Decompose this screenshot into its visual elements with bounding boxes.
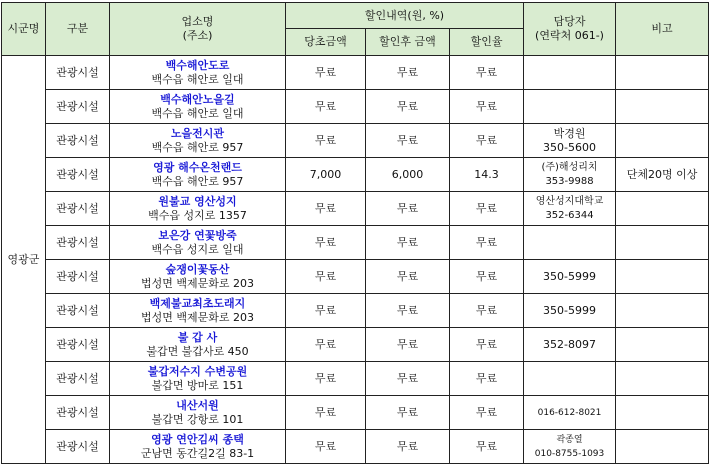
discounted-price-cell: 무료 — [366, 396, 450, 430]
note-cell — [616, 362, 709, 396]
contact-cell — [524, 158, 616, 192]
discount-rate-cell: 무료 — [450, 260, 524, 294]
contact-cell — [524, 124, 616, 158]
header-contact — [524, 3, 616, 56]
business-cell — [110, 90, 286, 124]
original-price-cell: 무료 — [286, 56, 366, 90]
business-name: 보은강 연꽃방죽 — [158, 228, 237, 242]
contact-cell — [524, 362, 616, 396]
contact-cell — [524, 294, 616, 328]
table-row — [2, 158, 709, 192]
original-price-cell: 무료 — [286, 328, 366, 362]
category-cell: 관광시설 — [46, 362, 110, 396]
discounted-price-cell: 6,000 — [366, 158, 450, 192]
note-cell — [616, 124, 709, 158]
discounted-price-cell: 무료 — [366, 260, 450, 294]
business-cell — [110, 260, 286, 294]
original-price-cell: 무료 — [286, 294, 366, 328]
table-row — [2, 192, 709, 226]
business-address: 법성면 백제문화로 203 — [141, 310, 254, 324]
header-business-label: 업소명 — [181, 15, 214, 28]
business-name: 노을전시관 — [170, 126, 225, 140]
table-row — [2, 430, 709, 464]
discounted-price-cell: 무료 — [366, 362, 450, 396]
header-contact-title: 담당자 — [553, 15, 586, 28]
contact-cell — [524, 396, 616, 430]
business-cell — [110, 192, 286, 226]
contact-cell — [524, 90, 616, 124]
table-row — [2, 362, 709, 396]
contact-cell — [524, 56, 616, 90]
original-price-cell: 무료 — [286, 90, 366, 124]
discount-rate-cell: 무료 — [450, 328, 524, 362]
original-price-cell: 무료 — [286, 226, 366, 260]
business-cell — [110, 124, 286, 158]
business-cell — [110, 362, 286, 396]
discount-rate-cell: 무료 — [450, 56, 524, 90]
table-row — [2, 396, 709, 430]
business-address: 백수읍 해안로 957 — [151, 140, 244, 154]
contact-phone: 353-9988 — [545, 175, 594, 187]
discounted-price-cell: 무료 — [366, 90, 450, 124]
discount-rate-cell: 무료 — [450, 90, 524, 124]
original-price-cell: 7,000 — [286, 158, 366, 192]
contact-phone: 352-6344 — [545, 209, 594, 221]
business-name: 원불교 영산성지 — [158, 194, 237, 208]
category-cell: 관광시설 — [46, 192, 110, 226]
business-name: 불갑저수지 수변공원 — [147, 364, 248, 378]
category-cell: 관광시설 — [46, 328, 110, 362]
original-price-cell: 무료 — [286, 396, 366, 430]
category-cell: 관광시설 — [46, 158, 110, 192]
note-cell — [616, 192, 709, 226]
table-row — [2, 226, 709, 260]
contact-phone: 350-5999 — [543, 303, 596, 317]
original-price-cell: 무료 — [286, 192, 366, 226]
table-row — [2, 328, 709, 362]
table-row — [2, 56, 709, 90]
note-cell — [616, 294, 709, 328]
discount-rate-cell: 무료 — [450, 226, 524, 260]
discounted-price-cell: 무료 — [366, 192, 450, 226]
note-cell: 단체20명 이상 — [616, 158, 709, 192]
business-name: 백제불교최초도래지 — [149, 296, 246, 310]
discounted-price-cell: 무료 — [366, 294, 450, 328]
category-cell: 관광시설 — [46, 260, 110, 294]
business-name: 백수해안노을길 — [160, 92, 235, 106]
business-address: 법성면 백제문화로 203 — [141, 276, 254, 290]
contact-phone: 016-612-8021 — [537, 407, 602, 418]
note-cell — [616, 328, 709, 362]
original-price-cell: 무료 — [286, 430, 366, 464]
business-address: 불갑면 불갑사로 450 — [146, 344, 249, 358]
contact-cell — [524, 328, 616, 362]
table-row — [2, 90, 709, 124]
discounted-price-cell: 무료 — [366, 226, 450, 260]
header-address-label: (주소) — [182, 29, 213, 42]
category-cell: 관광시설 — [46, 56, 110, 90]
business-cell — [110, 158, 286, 192]
table-body — [2, 56, 709, 464]
original-price-cell: 무료 — [286, 124, 366, 158]
business-address: 백수읍 성지로 1357 — [148, 208, 247, 222]
header-discount-rate: 할인율 — [450, 29, 524, 56]
contact-cell — [524, 260, 616, 294]
business-address: 불갑면 강항로 101 — [151, 412, 244, 426]
business-address: 백수읍 해안로 일대 — [151, 106, 244, 120]
contact-cell — [524, 226, 616, 260]
discount-rate-cell: 무료 — [450, 192, 524, 226]
business-cell — [110, 226, 286, 260]
discount-rate-cell: 무료 — [450, 124, 524, 158]
business-name: 숲쟁이꽃동산 — [165, 262, 230, 276]
header-district: 시군명 — [2, 3, 46, 56]
header-business — [110, 3, 286, 56]
note-cell — [616, 226, 709, 260]
category-cell: 관광시설 — [46, 124, 110, 158]
header-discount-group: 할인내역(원, %) — [286, 3, 524, 29]
discounted-price-cell: 무료 — [366, 124, 450, 158]
discount-rate-cell: 무료 — [450, 430, 524, 464]
business-name: 백수해안도로 — [165, 58, 230, 72]
category-cell: 관광시설 — [46, 430, 110, 464]
business-cell — [110, 56, 286, 90]
contact-phone: 010-8755-1093 — [534, 448, 605, 459]
note-cell — [616, 56, 709, 90]
business-address: 군남면 동간길2길 83-1 — [140, 446, 255, 460]
original-price-cell: 무료 — [286, 362, 366, 396]
header-category: 구분 — [46, 3, 110, 56]
header-contact-sub: (연락처 061-) — [535, 29, 604, 42]
district-cell: 영광군 — [2, 56, 46, 464]
discount-rate-cell: 무료 — [450, 396, 524, 430]
business-address: 백수읍 성지로 일대 — [151, 242, 244, 256]
business-name: 영광 해수온천랜드 — [153, 160, 242, 174]
table-row — [2, 294, 709, 328]
business-name: 불 갑 사 — [177, 330, 218, 344]
contact-name: (주)해성리치 — [541, 161, 598, 173]
discounted-price-cell: 무료 — [366, 430, 450, 464]
contact-name: 곽종열 — [556, 434, 583, 445]
category-cell: 관광시설 — [46, 90, 110, 124]
contact-phone: 350-5600 — [543, 140, 596, 154]
header-original-price: 당초금액 — [286, 29, 366, 56]
note-cell — [616, 430, 709, 464]
discounted-price-cell: 무료 — [366, 56, 450, 90]
category-cell: 관광시설 — [46, 396, 110, 430]
category-cell: 관광시설 — [46, 294, 110, 328]
discount-rate-cell: 무료 — [450, 294, 524, 328]
note-cell — [616, 260, 709, 294]
business-cell — [110, 396, 286, 430]
business-cell — [110, 294, 286, 328]
business-cell — [110, 430, 286, 464]
business-address: 백수읍 해안로 957 — [151, 174, 244, 188]
note-cell — [616, 396, 709, 430]
business-address: 불갑면 방마로 151 — [151, 378, 244, 392]
contact-phone: 352-8097 — [543, 337, 596, 351]
header-discounted-price: 할인후 금액 — [366, 29, 450, 56]
contact-phone: 350-5999 — [543, 269, 596, 283]
table-row — [2, 260, 709, 294]
discounted-price-cell: 무료 — [366, 328, 450, 362]
header-note: 비고 — [616, 3, 709, 56]
note-cell — [616, 90, 709, 124]
contact-cell — [524, 430, 616, 464]
business-cell — [110, 328, 286, 362]
business-address: 백수읍 해안로 일대 — [151, 72, 244, 86]
discount-rate-cell: 무료 — [450, 362, 524, 396]
original-price-cell: 무료 — [286, 260, 366, 294]
business-name: 영광 연안김씨 종택 — [151, 432, 244, 446]
discount-rate-cell: 14.3 — [450, 158, 524, 192]
contact-name: 영산성지대학교 — [535, 195, 604, 207]
contact-cell — [524, 192, 616, 226]
contact-name: 박경원 — [553, 126, 586, 140]
table-row — [2, 124, 709, 158]
category-cell: 관광시설 — [46, 226, 110, 260]
business-name: 내산서원 — [176, 398, 219, 412]
discount-table — [1, 2, 709, 464]
